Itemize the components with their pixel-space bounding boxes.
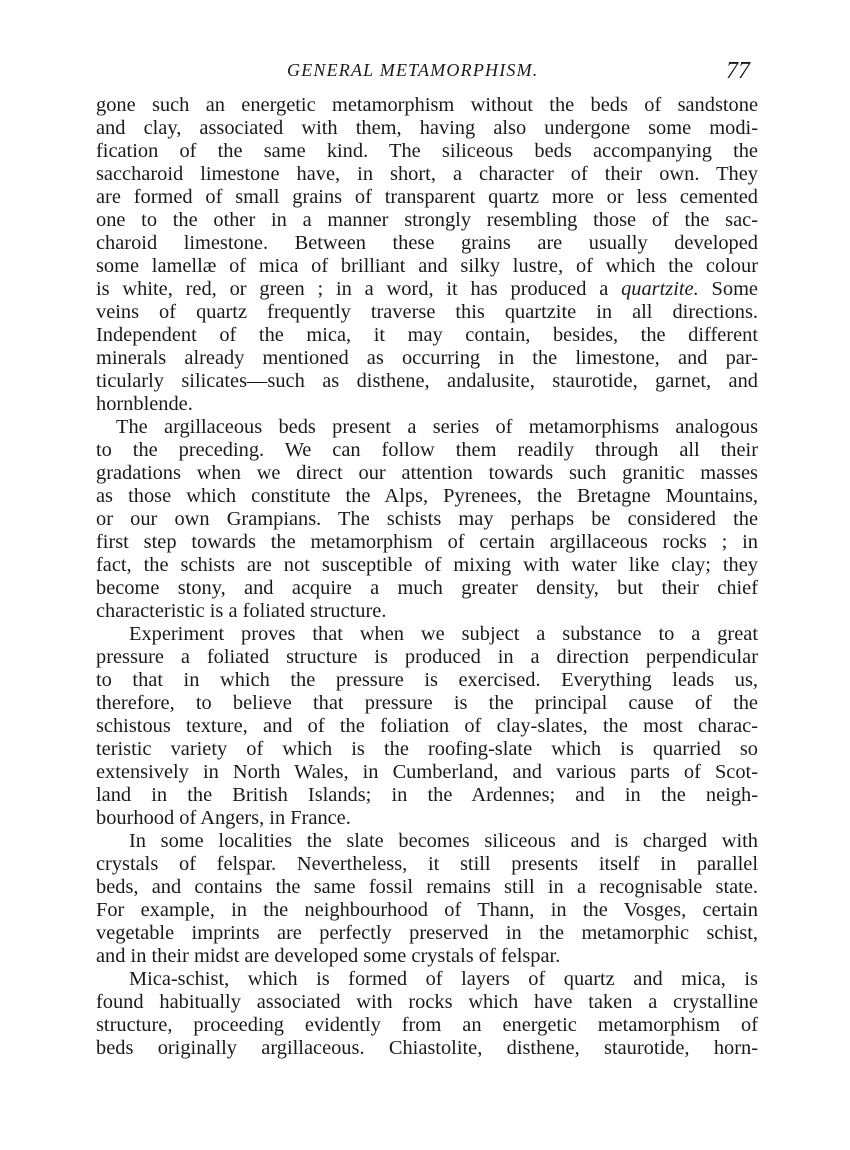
text-line: ticularly silicates—such as disthene, andalusite, staurotide, garnet, and [96,370,758,392]
text-line: beds originally argillaceous. Chiastolite, disthene, staurotide, horn- [96,1037,758,1059]
text-line: hornblende. [96,393,193,415]
text-segment: Some [711,278,758,300]
text-line: and in their midst are developed some crystals of felspar. [96,945,561,967]
italic-term: quartzite. [621,278,699,300]
text-line: minerals already mentioned as occurring in the limestone, and par- [96,347,758,369]
text-line: or our own Grampians. The schists may perhaps be considered the [96,508,758,530]
text-line: gone such an energetic metamorphism without the beds of sandstone [96,94,758,116]
text-line: and clay, associated with them, having also undergone some modi- [96,117,758,139]
text-line: vegetable imprints are perfectly preserved in the metamorphic schist, [96,922,758,944]
text-line: are formed of small grains of transparent quartz more or less cemented [96,186,758,208]
text-line: veins of quartz frequently traverse this quartzite in all directions. [96,301,758,323]
text-line: structure, proceeding evidently from an energetic metamorphism of [96,1014,758,1036]
text-line: fication of the same kind. The siliceous beds accompanying the [96,140,758,162]
text-line: crystals of felspar. Nevertheless, it still presents itself in parallel [96,853,758,875]
text-line: Independent of the mica, it may contain, besides, the different [96,324,758,346]
body-text [96,94,758,1060]
text-line: to that in which the pressure is exercised. Everything leads us, [96,669,758,691]
text-line: one to the other in a manner strongly resembling those of the sac- [96,209,758,231]
text-line: schistous texture, and of the foliation of clay-slates, the most charac- [96,715,758,737]
text-line-mixed [96,278,758,301]
text-line: extensively in North Wales, in Cumberland, and various parts of Scot- [96,761,758,783]
text-line: found habitually associated with rocks which have taken a crystalline [96,991,758,1013]
paragraph-start: Experiment proves that when we subject a substance to a great [129,623,758,645]
text-line: charoid limestone. Between these grains are usually developed [96,232,758,254]
paragraph-start: The argillaceous beds present a series of metamorphisms analogous [116,416,758,438]
text-line: bourhood of Angers, in France. [96,807,351,829]
text-line: fact, the schists are not susceptible of mixing with water like clay; they [96,554,758,576]
text-line: teristic variety of which is the roofing-slate which is quarried so [96,738,758,760]
text-segment: is white, red, or green ; in a word, it has produced a [96,278,609,300]
text-line: become stony, and acquire a much greater density, but their chief [96,577,758,599]
paragraph-start: Mica-schist, which is formed of layers of quartz and mica, is [129,968,758,990]
text-line: For example, in the neighbourhood of Thann, in the Vosges, certain [96,899,758,921]
page-number: 77 [726,58,750,84]
text-line: as those which constitute the Alps, Pyrenees, the Bretagne Mountains, [96,485,758,507]
text-line: to the preceding. We can follow them readily through all their [96,439,758,461]
running-head: GENERAL METAMORPHISM. [287,60,539,80]
text-line: beds, and contains the same fossil remains still in a recognisable state. [96,876,758,898]
text-line: pressure a foliated structure is produced in a direction perpendicular [96,646,758,668]
paragraph-start: In some localities the slate becomes siliceous and is charged with [129,830,758,852]
text-line: first step towards the metamorphism of certain argillaceous rocks ; in [96,531,758,553]
text-line: therefore, to believe that pressure is the principal cause of the [96,692,758,714]
text-line: land in the British Islands; in the Ardennes; and in the neigh- [96,784,758,806]
text-line: some lamellæ of mica of brilliant and silky lustre, of which the colour [96,255,758,277]
text-line: gradations when we direct our attention towards such granitic masses [96,462,758,484]
text-line: saccharoid limestone have, in short, a character of their own. They [96,163,758,185]
text-line: characteristic is a foliated structure. [96,600,387,622]
